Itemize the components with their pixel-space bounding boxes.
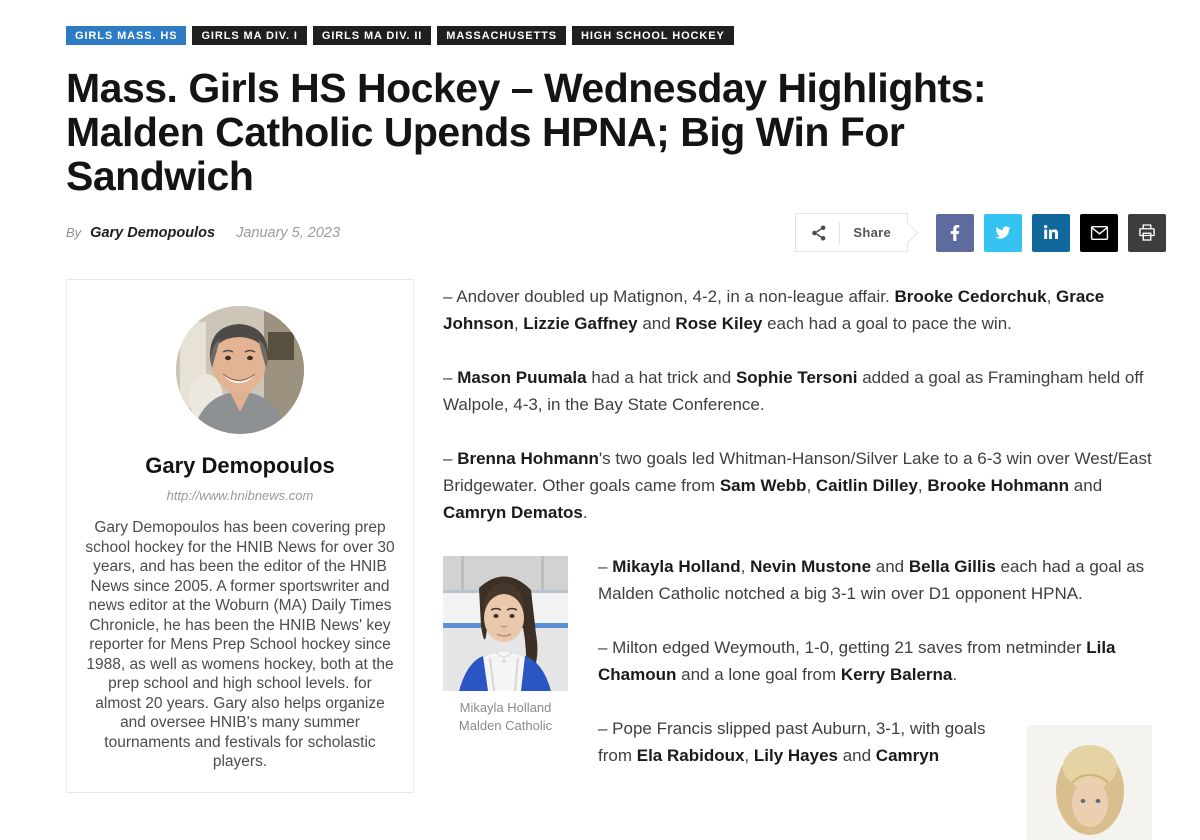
article-date: January 5, 2023 bbox=[236, 224, 341, 241]
share-row bbox=[795, 213, 1166, 252]
article-paragraph-2: – Mason Puumala had a hat trick and Sophie Tersoni added a goal as Framingham held off Walpole, 4-3, in the Bay State Conference. bbox=[443, 368, 1144, 414]
author-bio: Gary Demopoulos has been covering prep school hockey for the HNIB News for over 30 years, and has been the editor of the HNIB News since 2005. A former sportswriter and news editor at the Woburn (MA) Daily Times Chronicle, he has been the HNIB News' key reporter for Mens Prep School hockey since 1988, as well as womens hockey, both at the prep school and high school levels. for almost 20 years. Gary also helps organize and oversee HNIB's many summer tournaments and festivals for scholastic players. bbox=[85, 519, 395, 770]
linkedin-share-button[interactable] bbox=[1032, 214, 1070, 252]
share-button[interactable] bbox=[795, 213, 908, 252]
share-divider bbox=[839, 222, 840, 244]
social-buttons bbox=[936, 214, 1166, 252]
tag-girls-mass-hs[interactable]: GIRLS MASS. HS bbox=[66, 26, 186, 45]
content-area bbox=[66, 279, 1166, 840]
tag-bar bbox=[66, 26, 1166, 45]
author-card bbox=[66, 279, 414, 793]
author-photo bbox=[176, 306, 304, 434]
photo-caption-line1: Mikayla Holland bbox=[459, 700, 552, 715]
share-pointer bbox=[898, 223, 918, 243]
email-share-button[interactable] bbox=[1080, 214, 1118, 252]
tag-girls-ma-div-2[interactable]: GIRLS MA DIV. II bbox=[313, 26, 431, 45]
author-website-link[interactable]: http://www.hnibnews.com bbox=[166, 488, 314, 503]
article-paragraph-5: – Milton edged Weymouth, 1-0, getting 21 saves from netminder Lila Chamoun and a lone goal from Kerry Balerna. bbox=[598, 638, 1116, 684]
author-name: Gary Demopoulos bbox=[145, 453, 335, 478]
article-page bbox=[66, 0, 1166, 840]
meta-row bbox=[66, 213, 1166, 252]
envelope-icon bbox=[1090, 225, 1109, 241]
tag-girls-ma-div-1[interactable]: GIRLS MA DIV. I bbox=[192, 26, 306, 45]
article-paragraph-1: – Andover doubled up Matignon, 4-2, in a non-league affair. Brooke Cedorchuk, Grace Johnson, Lizzie Gaffney and Rose Kiley each had a goal to pace the win. bbox=[443, 287, 1105, 333]
share-icon bbox=[810, 224, 828, 242]
linkedin-icon bbox=[1043, 225, 1059, 241]
article-paragraph-6: – Pope Francis slipped past Auburn, 3-1, with goals from Ela Rabidoux, Lily Hayes and Camryn bbox=[598, 719, 986, 765]
facebook-icon bbox=[950, 224, 960, 242]
page-title: Mass. Girls HS Hockey – Wednesday Highlights: Malden Catholic Upends HPNA; Big Win For Sandwich bbox=[66, 65, 987, 199]
photo-caption bbox=[443, 699, 568, 735]
tag-massachusetts[interactable]: MASSACHUSETTS bbox=[437, 26, 566, 45]
author-link[interactable]: Gary Demopoulos bbox=[90, 224, 216, 241]
second-player-photo bbox=[1027, 725, 1152, 840]
photo-caption-line2: Malden Catholic bbox=[458, 718, 553, 733]
tag-high-school-hockey[interactable]: HIGH SCHOOL HOCKEY bbox=[572, 26, 734, 45]
article-paragraph-4: – Mikayla Holland, Nevin Mustone and Bella Gillis each had a goal as Malden Catholic notched a big 3-1 win over D1 opponent HPNA. bbox=[598, 557, 1145, 603]
twitter-share-button[interactable] bbox=[984, 214, 1022, 252]
twitter-icon bbox=[994, 225, 1012, 240]
article-paragraph-3: – Brenna Hohmann's two goals led Whitman-Hanson/Silver Lake to a 6-3 win over West/East Bridgewater. Other goals came from Sam Webb, Caitlin Dilley, Brooke Hohmann and Camryn Dematos. bbox=[443, 449, 1152, 522]
byline bbox=[66, 225, 340, 241]
mikayla-holland-photo bbox=[443, 556, 568, 691]
printer-icon bbox=[1138, 224, 1156, 241]
article-body bbox=[443, 279, 1166, 840]
player-photo-figure bbox=[443, 556, 568, 735]
share-label: Share bbox=[853, 225, 891, 240]
byline-prefix: By bbox=[66, 224, 82, 240]
print-button[interactable] bbox=[1128, 214, 1166, 252]
facebook-share-button[interactable] bbox=[936, 214, 974, 252]
